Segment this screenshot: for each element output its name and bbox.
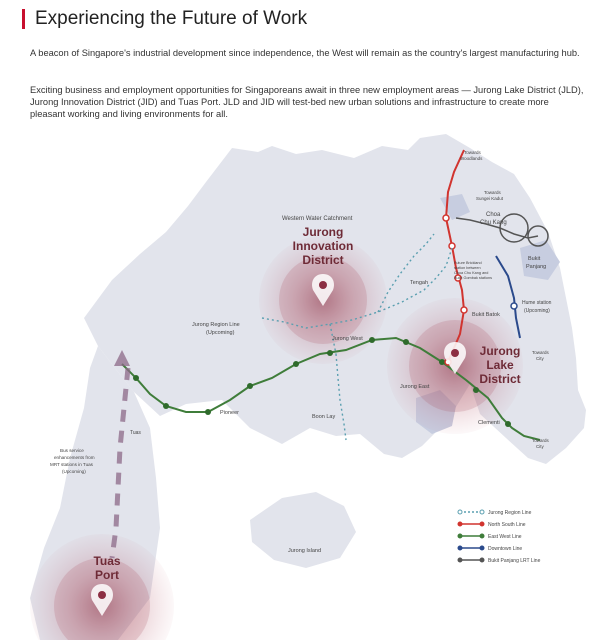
legend-swatch-dot [480, 510, 484, 514]
legend-swatch-dot [480, 546, 484, 550]
jurong-island [250, 492, 356, 568]
bukit-batok-label: Bukit Batok [472, 312, 500, 318]
tengah-label: Tengah [410, 280, 429, 286]
boon-lay-label: Boon Lay [312, 414, 336, 420]
hume-label-2: (Upcoming) [524, 308, 550, 314]
bus-note-3: MRT stations in Tuas [50, 462, 93, 467]
legend-label: Downtown Line [488, 546, 523, 552]
bukit-panjang-label-1: Bukit [528, 256, 541, 262]
jrl-note-line-1: Future Brickland [454, 261, 482, 265]
legend-swatch-dot [458, 510, 462, 514]
jld-label-1: Jurong [479, 344, 521, 358]
towards-sungei-1: Towards [484, 190, 501, 195]
jrl-label-2: (Upcoming) [206, 330, 235, 336]
jid-label-3: District [302, 253, 344, 267]
clementi-label: Clementi [478, 420, 500, 426]
legend-label: North South Line [488, 522, 526, 528]
legend-swatch-dot [458, 558, 462, 562]
legend-item [458, 522, 526, 528]
legend-item [458, 510, 532, 516]
west-region-map [0, 128, 595, 640]
jid-label-2: Innovation [292, 239, 354, 253]
bus-note-2: enhancements from [54, 455, 95, 460]
jurong-west-label: Jurong West [332, 336, 363, 342]
jld-label-2: Lake [486, 358, 514, 372]
jid-label-1: Jurong [302, 225, 344, 239]
towards-woodlands-1: Towards [464, 150, 481, 155]
bus-note-1: Bus service [60, 448, 84, 453]
tuas-port-label-1: Tuas [93, 554, 121, 568]
legend-item [458, 546, 522, 552]
legend-label: Bukit Panjang LRT Line [488, 558, 541, 564]
hume-station-marker [511, 303, 517, 309]
legend-item [458, 558, 541, 564]
towards-woodlands-2: Woodlands [460, 156, 483, 161]
tuas-port-label-2: Port [95, 568, 119, 582]
jurong-island-label: Jurong Island [288, 548, 322, 554]
legend-label: Jurong Region Line [488, 510, 532, 516]
towards-city-1a: Towards [532, 350, 549, 355]
jrl-note-line-2: station between [454, 266, 481, 270]
bukit-panjang-label-2: Panjang [526, 264, 547, 270]
tuas-label: Tuas [130, 430, 141, 436]
hume-label-1: Hume station [522, 300, 552, 306]
jrl-label-1: Jurong Region Line [192, 322, 240, 328]
legend-swatch-dot [458, 534, 462, 538]
jld-label-3: District [479, 372, 521, 386]
jrl-note-line-4: Bukit Gombak stations [454, 276, 492, 280]
towards-city-1b: City [536, 356, 544, 361]
choa-chu-kang-label-1: Choa [486, 212, 501, 218]
pioneer-label: Pioneer [220, 410, 239, 416]
jurong-east-label: Jurong East [400, 384, 430, 390]
intro-paragraph-2: Exciting business and employment opportunities for Singaporeans await in three new employment areas — Jurong Lake District (JLD), Jurong Innovation District (JID) and Tuas Port. JLD and JID will test-bed new urban solutions and infrastructure to create more pleasant working and living environments for all. [30, 85, 584, 119]
legend-label: East West Line [488, 534, 522, 540]
page-title: Experiencing the Future of Work [35, 8, 308, 29]
jrl-note-line-3: Choa Chu Kang and [454, 271, 489, 275]
choa-chu-kang-label-2: Chu Kang [480, 220, 507, 226]
legend-swatch-dot [458, 522, 462, 526]
legend-swatch-dot [480, 534, 484, 538]
legend-swatch-dot [480, 522, 484, 526]
legend-item [458, 534, 522, 540]
bus-note-4: (Upcoming) [62, 469, 86, 474]
towards-city-2a: Towards [532, 438, 549, 443]
towards-city-2b: City [536, 444, 544, 449]
western-water-label: Western Water Catchment [282, 216, 353, 222]
legend-swatch-dot [458, 546, 462, 550]
towards-sungei-2: Sungei Kadut [476, 196, 504, 201]
legend-swatch-dot [480, 558, 484, 562]
map-legend [458, 510, 541, 564]
page-header [22, 8, 307, 30]
intro-paragraph-1: A beacon of Singapore's industrial development since independence, the West will remain as the country's largest manufacturing hub. [30, 48, 580, 58]
title-accent-bar [22, 9, 25, 29]
